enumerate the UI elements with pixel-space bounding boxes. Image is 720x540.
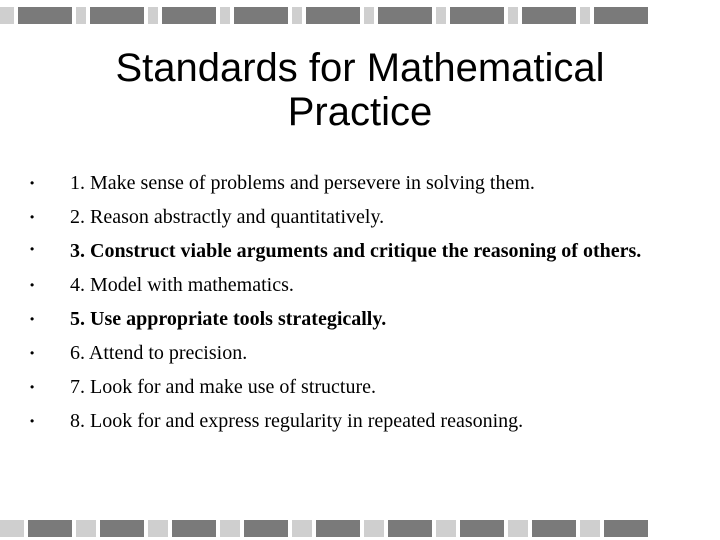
- bullet-icon: •: [30, 210, 35, 224]
- list-item: [30, 370, 690, 404]
- list-item: [30, 268, 690, 302]
- list-item-text: 3. Construct viable arguments and critique the reasoning of others.: [70, 240, 642, 262]
- list-item: [30, 234, 690, 268]
- bullet-icon: •: [30, 414, 35, 428]
- list-item-text: 5. Use appropriate tools strategically.: [70, 308, 387, 330]
- bullet-icon: •: [30, 346, 35, 360]
- list-item: [30, 166, 690, 200]
- list-item: [30, 200, 690, 234]
- bullet-icon: •: [30, 380, 35, 394]
- top-decorative-stripe: [0, 0, 720, 30]
- bullet-icon: •: [30, 242, 35, 256]
- list-item-text: 4. Model with mathematics.: [70, 274, 294, 296]
- list-item: [30, 302, 690, 336]
- slide-title: Standards for Mathematical Practice: [115, 46, 605, 134]
- practice-list: [30, 166, 690, 438]
- list-item-text: 7. Look for and make use of structure.: [70, 376, 377, 398]
- bullet-icon: •: [30, 312, 35, 326]
- bullet-icon: •: [30, 176, 35, 190]
- list-item-text: 8. Look for and express regularity in repeated reasoning.: [70, 410, 524, 432]
- bottom-decorative-stripe: [0, 516, 720, 540]
- list-item: [30, 404, 690, 438]
- list-item-text: 2. Reason abstractly and quantitatively.: [70, 206, 385, 228]
- list-item-text: 1. Make sense of problems and persevere in solving them.: [70, 172, 535, 194]
- list-item: [30, 336, 690, 370]
- bullet-icon: •: [30, 278, 35, 292]
- list-item-text: 6. Attend to precision.: [70, 342, 248, 364]
